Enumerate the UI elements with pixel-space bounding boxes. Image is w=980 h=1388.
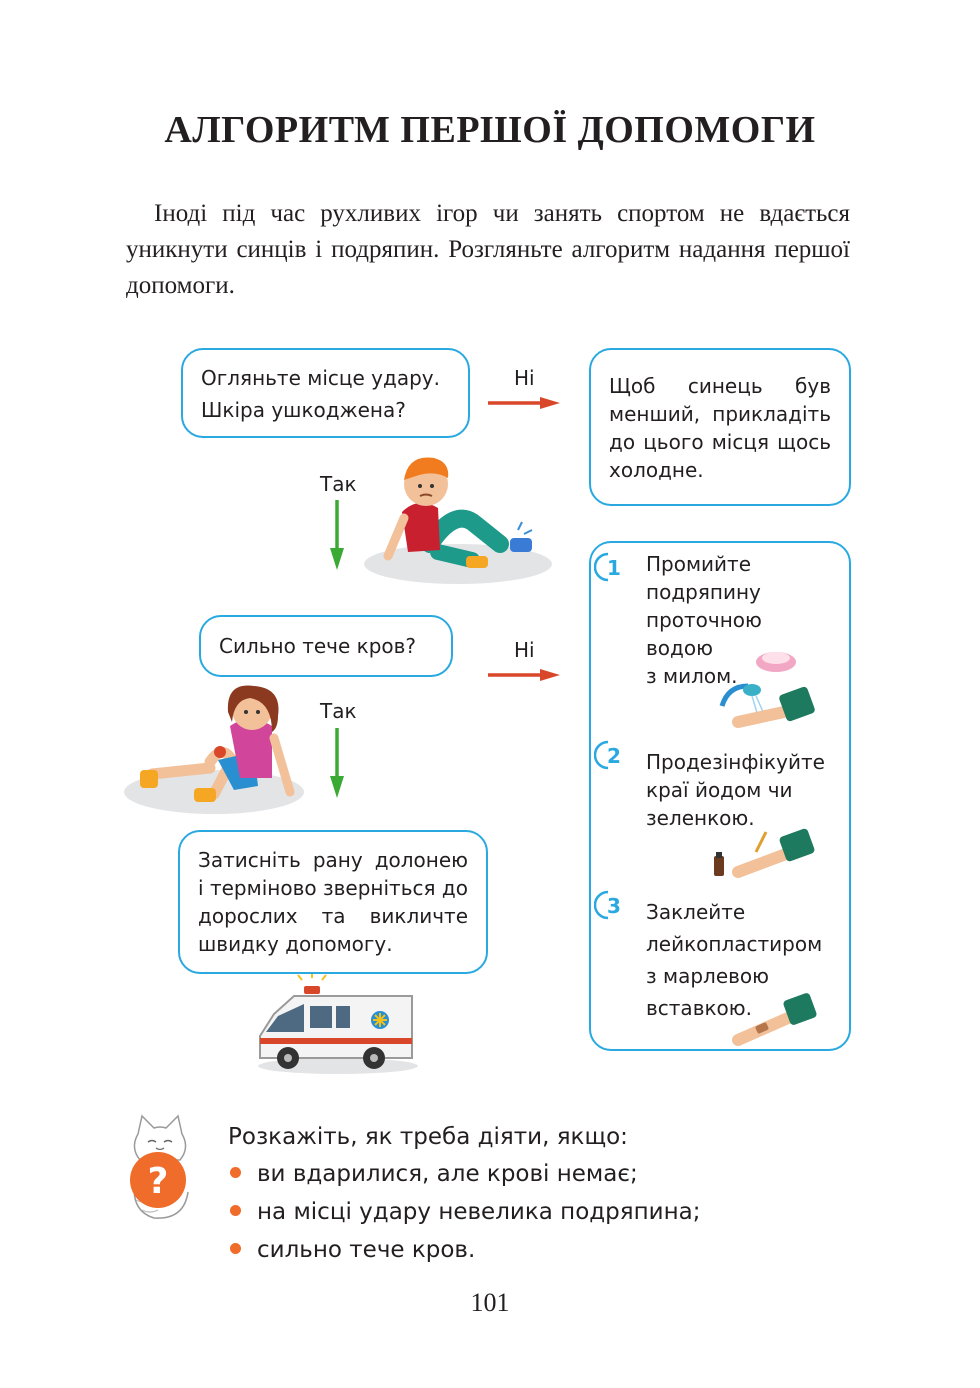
- label-no: Ні: [514, 638, 535, 662]
- arrow-right-icon: [488, 668, 560, 682]
- question-line: Огляньте місце удару.: [201, 366, 440, 390]
- label-no: Ні: [514, 366, 535, 390]
- list-item: [230, 1199, 700, 1225]
- step-line: Заклейте: [646, 900, 746, 924]
- step-number-icon: [594, 550, 628, 584]
- step-number-icon: [594, 888, 628, 922]
- bullet-text: на місці удару невелика подряпина;: [257, 1199, 701, 1225]
- question-lead: Розкажіть, як треба діяти, якщо:: [228, 1124, 628, 1150]
- disinfect-wound-illustration: [708, 822, 818, 884]
- intro-paragraph: Іноді під час рухливих ігор чи занять спортом не вдається уникнути синців і подряпин. Розгляньте алгоритм надання першої допомоги.: [126, 200, 850, 299]
- list-item: [230, 1237, 475, 1263]
- cat-question-icon: [124, 1114, 196, 1222]
- label-yes: Так: [320, 699, 357, 723]
- bullet-text: сильно тече кров.: [257, 1237, 476, 1263]
- page-title: АЛГОРИТМ ПЕРШОЇ ДОПОМОГИ: [164, 109, 816, 151]
- step-line: Продезінфікуйте: [646, 750, 825, 774]
- list-item: [230, 1161, 638, 1187]
- bruise-advice-box: [589, 348, 851, 506]
- step-line: з милом.: [646, 664, 738, 688]
- step-line: краї йодом чи: [646, 778, 793, 802]
- emergency-advice-box: [178, 830, 488, 974]
- washing-wound-illustration: [718, 646, 818, 732]
- question-line: Шкіра ушкоджена?: [201, 398, 406, 422]
- boy-sitting-illustration: [360, 452, 555, 584]
- label-yes: Так: [320, 472, 357, 496]
- page-number: 101: [470, 1288, 510, 1317]
- step-line: вставкою.: [646, 996, 752, 1020]
- bullet-icon: [230, 1167, 241, 1178]
- arrow-down-icon: [329, 728, 345, 798]
- emergency-advice-text: Затисніть рану долонею і терміново зверніться до дорослих та викличте швидку допомогу.: [198, 848, 468, 956]
- arrow-right-icon: [488, 396, 560, 410]
- bullet-icon: [230, 1205, 241, 1216]
- step-number: 3: [607, 894, 621, 918]
- ambulance-illustration: [254, 974, 418, 1076]
- step-line: зеленкою.: [646, 806, 755, 830]
- arrow-down-icon: [329, 500, 345, 570]
- bullet-text: ви вдарилися, але крові немає;: [257, 1161, 638, 1187]
- step-number: 1: [607, 556, 621, 580]
- step-line: проточною: [646, 608, 762, 632]
- question-mark-glyph: ?: [147, 1161, 169, 1202]
- step-number-icon: [594, 738, 628, 772]
- question-text: Сильно тече кров?: [219, 634, 417, 658]
- question-box-bleeding: [199, 615, 453, 677]
- question-box-skin: [181, 348, 470, 438]
- step-line: Промийте: [646, 552, 752, 576]
- step-2-text: [646, 748, 825, 832]
- bullet-icon: [230, 1243, 241, 1254]
- bandaged-leg-illustration: [730, 990, 820, 1050]
- step-line: з марлевою: [646, 964, 769, 988]
- girl-sitting-illustration: [122, 682, 312, 816]
- bruise-advice-text: Щоб синець був менший, прикладіть до цього місця щось холодне.: [609, 374, 831, 482]
- step-line: водою: [646, 636, 713, 660]
- step-line: лейкопластиром: [646, 932, 823, 956]
- step-number: 2: [607, 744, 621, 768]
- step-line: подряпину: [646, 580, 761, 604]
